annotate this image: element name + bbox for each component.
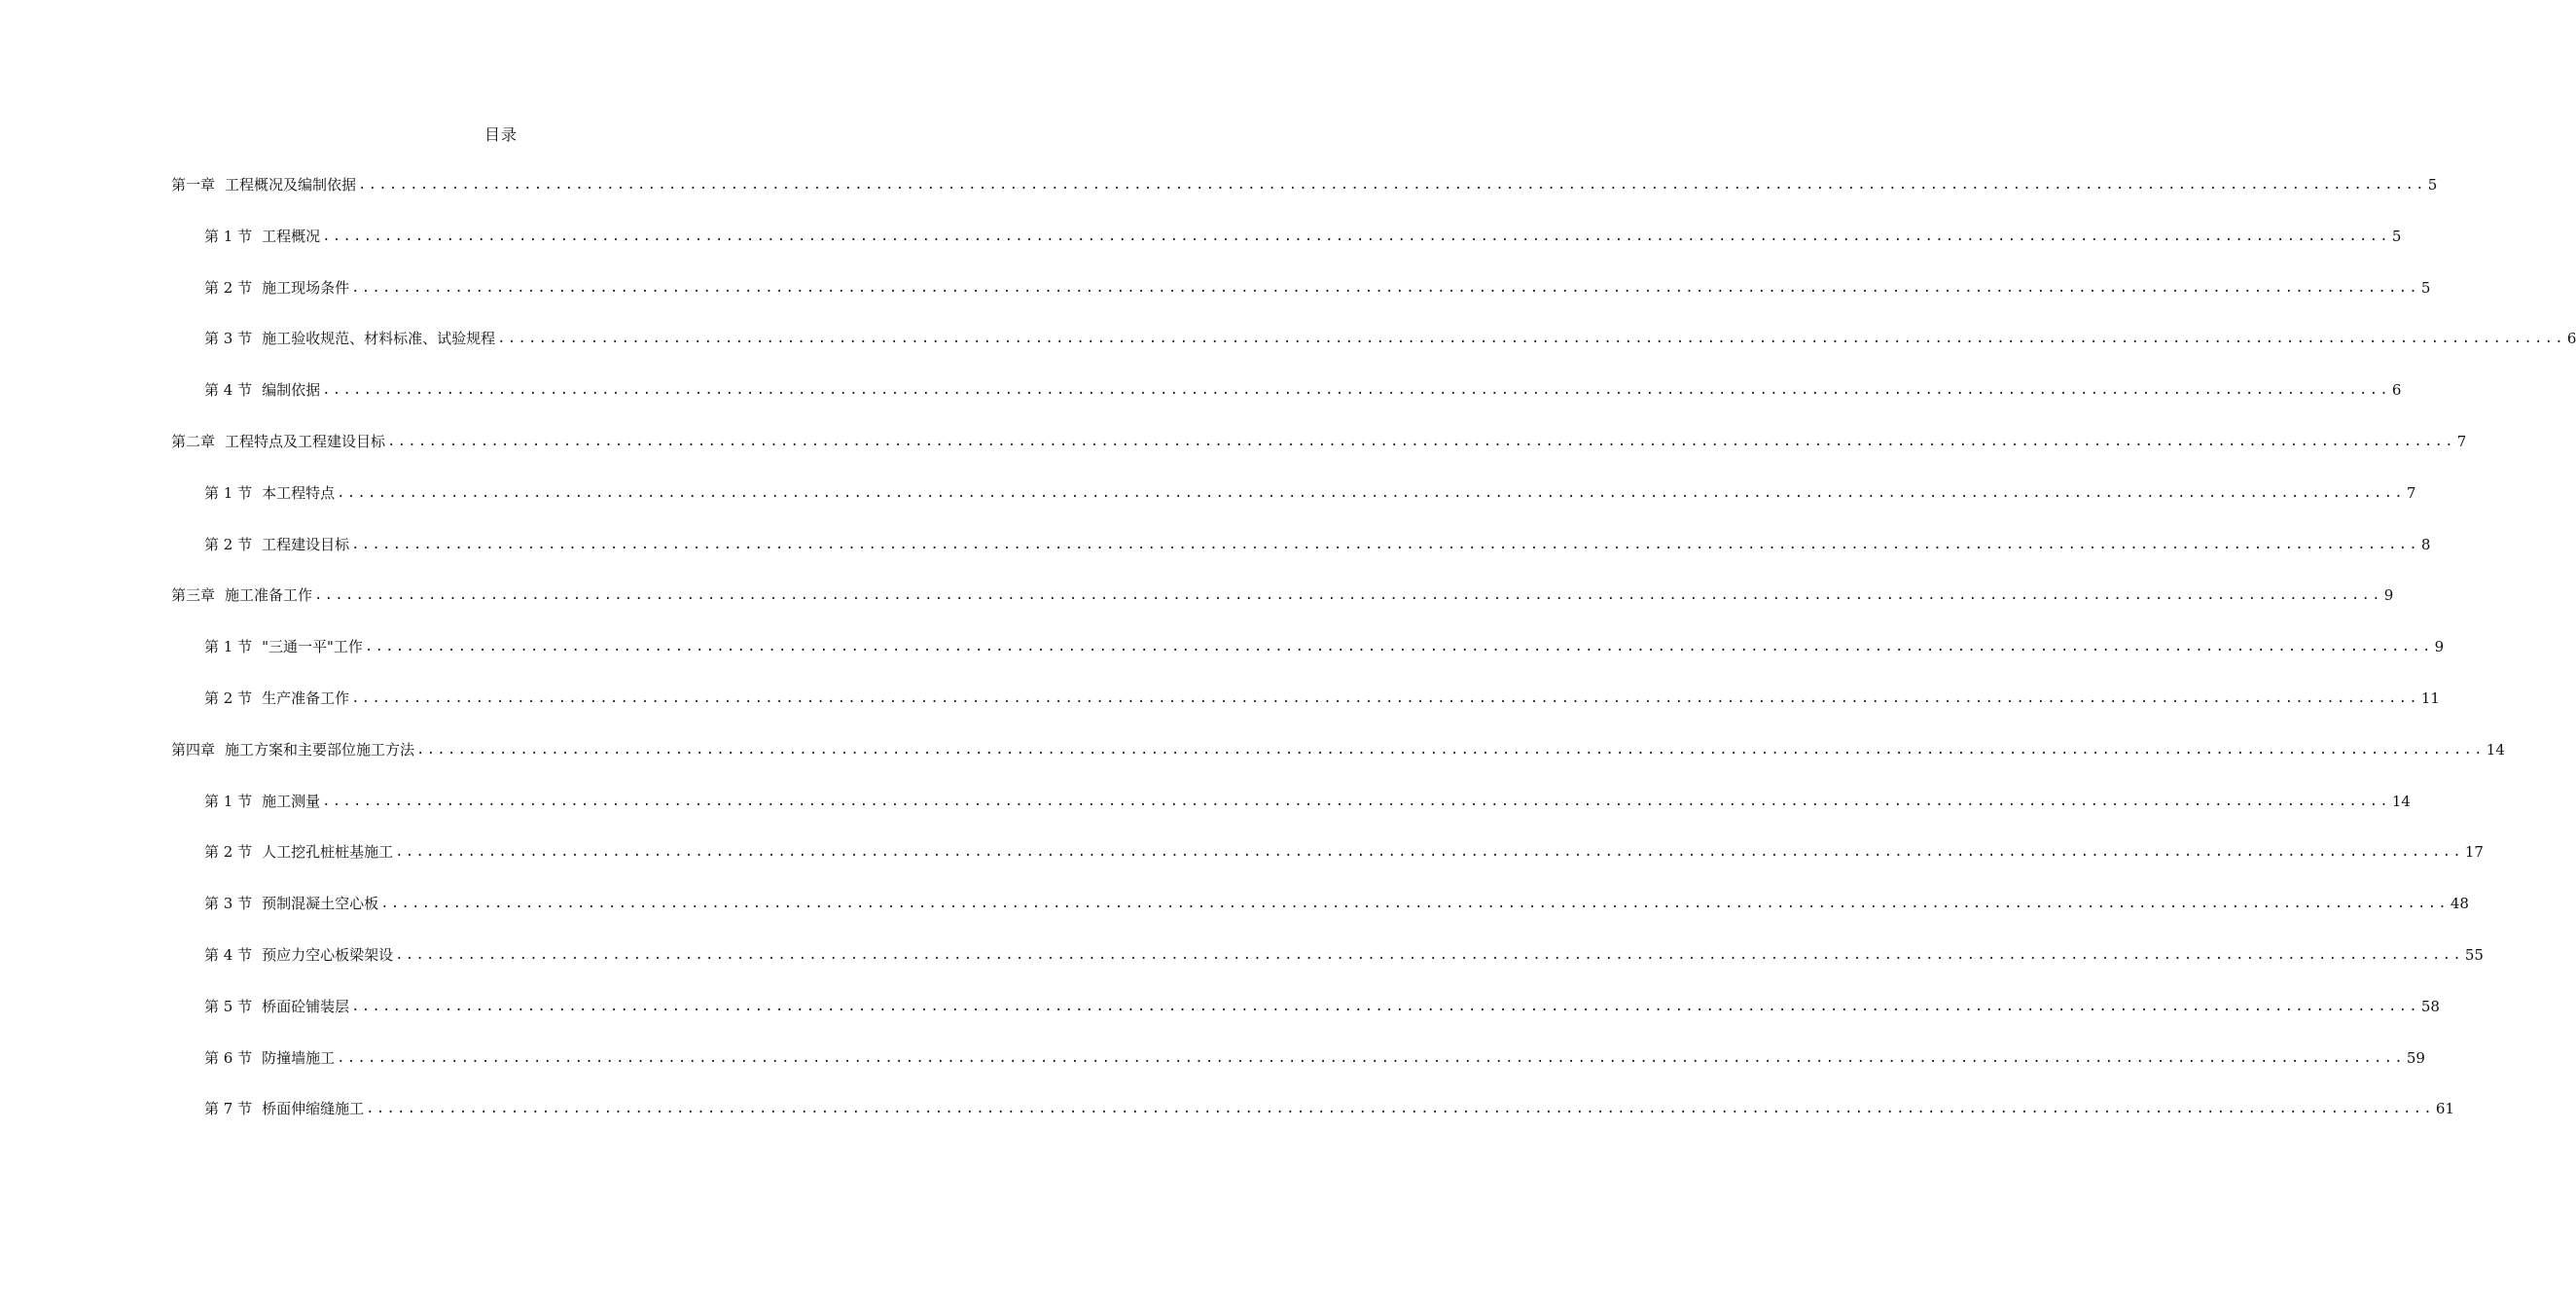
toc-entry-number: 第 5 节 [204,997,253,1015]
dot-leader: ........................................................................................................................................................................................................ [416,741,2485,758]
dot-leader: ........................................................................................................................................................................................................ [351,536,2419,552]
toc-page-number: 17 [2464,843,2484,862]
toc-title: 目录 [483,125,518,144]
toc-entry-number: 第 1 节 [204,792,253,810]
toc-entry-label [204,1044,335,1072]
toc-page-number: 5 [2420,278,2431,297]
dot-leader: ........................................................................................................................................................................................................ [322,228,2390,244]
toc-entry-label [171,428,385,455]
toc-entry-text: 桥面砼铺装层 [262,997,350,1015]
dot-leader: ........................................................................................................................................................................................................ [380,896,2449,912]
toc-entry-number: 第 3 节 [204,330,253,348]
toc-entry-text: 防撞墙施工 [262,1048,336,1067]
dot-leader: ........................................................................................................................................................................................................ [358,177,2426,193]
dot-leader: ........................................................................................................................................................................................................ [351,279,2419,296]
toc-entry-label [204,376,320,404]
toc-entry-text: 本工程特点 [262,483,336,502]
toc-page-number: 6 [2391,381,2402,400]
toc-entry-number: 第四章 [171,740,216,759]
dot-leader: ........................................................................................................................................................................................................ [337,1049,2405,1066]
toc-entry-number: 第 2 节 [204,278,253,297]
toc-entry-number: 第 1 节 [204,483,253,502]
toc-entry-label [204,788,320,815]
toc-entry-number: 第 2 节 [204,843,253,862]
toc-entry-text: 预应力空心板梁架设 [262,945,394,964]
toc-page-number: 5 [2427,176,2438,194]
toc-section-entry[interactable] [171,274,2431,326]
toc-entry-text: 施工现场条件 [262,278,350,297]
toc-section-entry[interactable] [171,531,2431,583]
toc-page-number: 7 [2406,483,2416,502]
dot-leader: ........................................................................................................................................................................................................ [314,587,2382,604]
toc-entry-text: "三通一平"工作 [262,638,363,656]
toc-entry-text: 工程特点及工程建设目标 [225,432,386,450]
toc-entry-number: 第 1 节 [204,227,253,245]
toc-entry-label [204,685,349,712]
toc-page-number: 5 [2391,227,2402,245]
toc-entry-text: 桥面伸缩缝施工 [262,1100,365,1118]
toc-entry-label [204,479,335,507]
toc-entry-text: 工程建设目标 [262,535,350,553]
dot-leader: ........................................................................................................................................................................................................ [351,689,2419,706]
toc-section-entry[interactable] [171,479,2416,531]
toc-page-number: 14 [2486,740,2505,759]
toc-entry-label [171,582,312,609]
dot-leader: ........................................................................................................................................................................................................ [322,382,2390,399]
toc-entry-number: 第 4 节 [204,945,253,964]
toc-entry-number: 第 1 节 [204,638,253,656]
toc-page-number: 48 [2450,895,2469,913]
toc-entry-number: 第 3 节 [204,895,253,913]
toc-entry-text: 施工方案和主要部位施工方法 [225,740,415,759]
toc-entry-number: 第 6 节 [204,1048,253,1067]
toc-entry-text: 施工测量 [262,792,321,810]
toc-entry-label [171,736,414,763]
toc-chapter-entry[interactable] [171,428,2467,479]
toc-entry-text: 工程概况及编制依据 [225,176,357,194]
toc-page-number: 9 [2383,586,2394,605]
dot-leader: ........................................................................................................................................................................................................ [366,1101,2434,1117]
toc-entry-label [204,633,363,660]
toc-section-entry[interactable] [171,941,2484,993]
dot-leader: ........................................................................................................................................................................................................ [497,331,2565,347]
toc-section-entry[interactable] [171,1095,2454,1147]
toc-section-entry[interactable] [171,838,2484,890]
toc-page-number: 61 [2435,1100,2454,1118]
toc-entry-text: 施工准备工作 [225,586,313,605]
toc-entry-number: 第 4 节 [204,381,253,400]
dot-leader: ........................................................................................................................................................................................................ [364,639,2433,655]
toc-section-entry[interactable] [171,1044,2425,1096]
dot-leader: ........................................................................................................................................................................................................ [387,433,2455,449]
toc-page-number: 6 [2566,330,2576,348]
toc-entry-text: 工程概况 [262,227,321,245]
toc-entry-label [171,171,356,198]
toc-entry-number: 第 2 节 [204,535,253,553]
dot-leader: ........................................................................................................................................................................................................ [337,484,2405,501]
toc-page-number: 9 [2434,638,2445,656]
toc-entry-number: 第 2 节 [204,689,253,707]
toc-section-entry[interactable] [171,633,2445,685]
toc-entry-label [204,223,320,250]
toc-section-entry[interactable] [171,685,2440,736]
toc-page-number: 7 [2456,432,2467,450]
toc-entry-label [204,890,378,917]
toc-entry-number: 第三章 [171,586,216,605]
toc-section-entry[interactable] [171,993,2440,1044]
table-of-contents [171,171,2576,1147]
toc-page-number: 59 [2406,1048,2425,1067]
toc-page-number: 14 [2391,792,2411,810]
toc-entry-text: 编制依据 [262,381,321,400]
toc-entry-label [204,838,393,865]
dot-leader: ........................................................................................................................................................................................................ [322,793,2390,809]
toc-page-number: 11 [2420,689,2440,707]
toc-section-entry[interactable] [171,376,2402,428]
toc-entry-label [204,531,349,558]
dot-leader: ........................................................................................................................................................................................................ [351,998,2419,1014]
toc-entry-number: 第一章 [171,176,216,194]
toc-entry-number: 第二章 [171,432,216,450]
toc-entry-label [204,325,495,352]
toc-page-number: 8 [2420,535,2431,553]
toc-entry-label [204,274,349,301]
toc-entry-number: 第 7 节 [204,1100,253,1118]
toc-page-number: 58 [2420,997,2440,1015]
toc-chapter-entry[interactable] [171,582,2394,633]
toc-section-entry[interactable] [171,223,2402,274]
toc-entry-text: 预制混凝土空心板 [262,895,379,913]
toc-section-entry[interactable] [171,325,2576,376]
toc-chapter-entry[interactable] [171,736,2505,788]
toc-entry-label [204,941,393,969]
toc-entry-text: 生产准备工作 [262,689,350,707]
toc-page-number: 55 [2464,945,2484,964]
dot-leader: ........................................................................................................................................................................................................ [395,844,2463,861]
toc-section-entry[interactable] [171,788,2411,839]
toc-entry-label [204,1095,364,1122]
toc-chapter-entry[interactable] [171,171,2438,223]
toc-entry-text: 人工挖孔桩桩基施工 [262,843,394,862]
toc-entry-label [204,993,349,1020]
dot-leader: ........................................................................................................................................................................................................ [395,946,2463,963]
toc-section-entry[interactable] [171,890,2469,941]
toc-entry-text: 施工验收规范、材料标准、试验规程 [262,330,496,348]
